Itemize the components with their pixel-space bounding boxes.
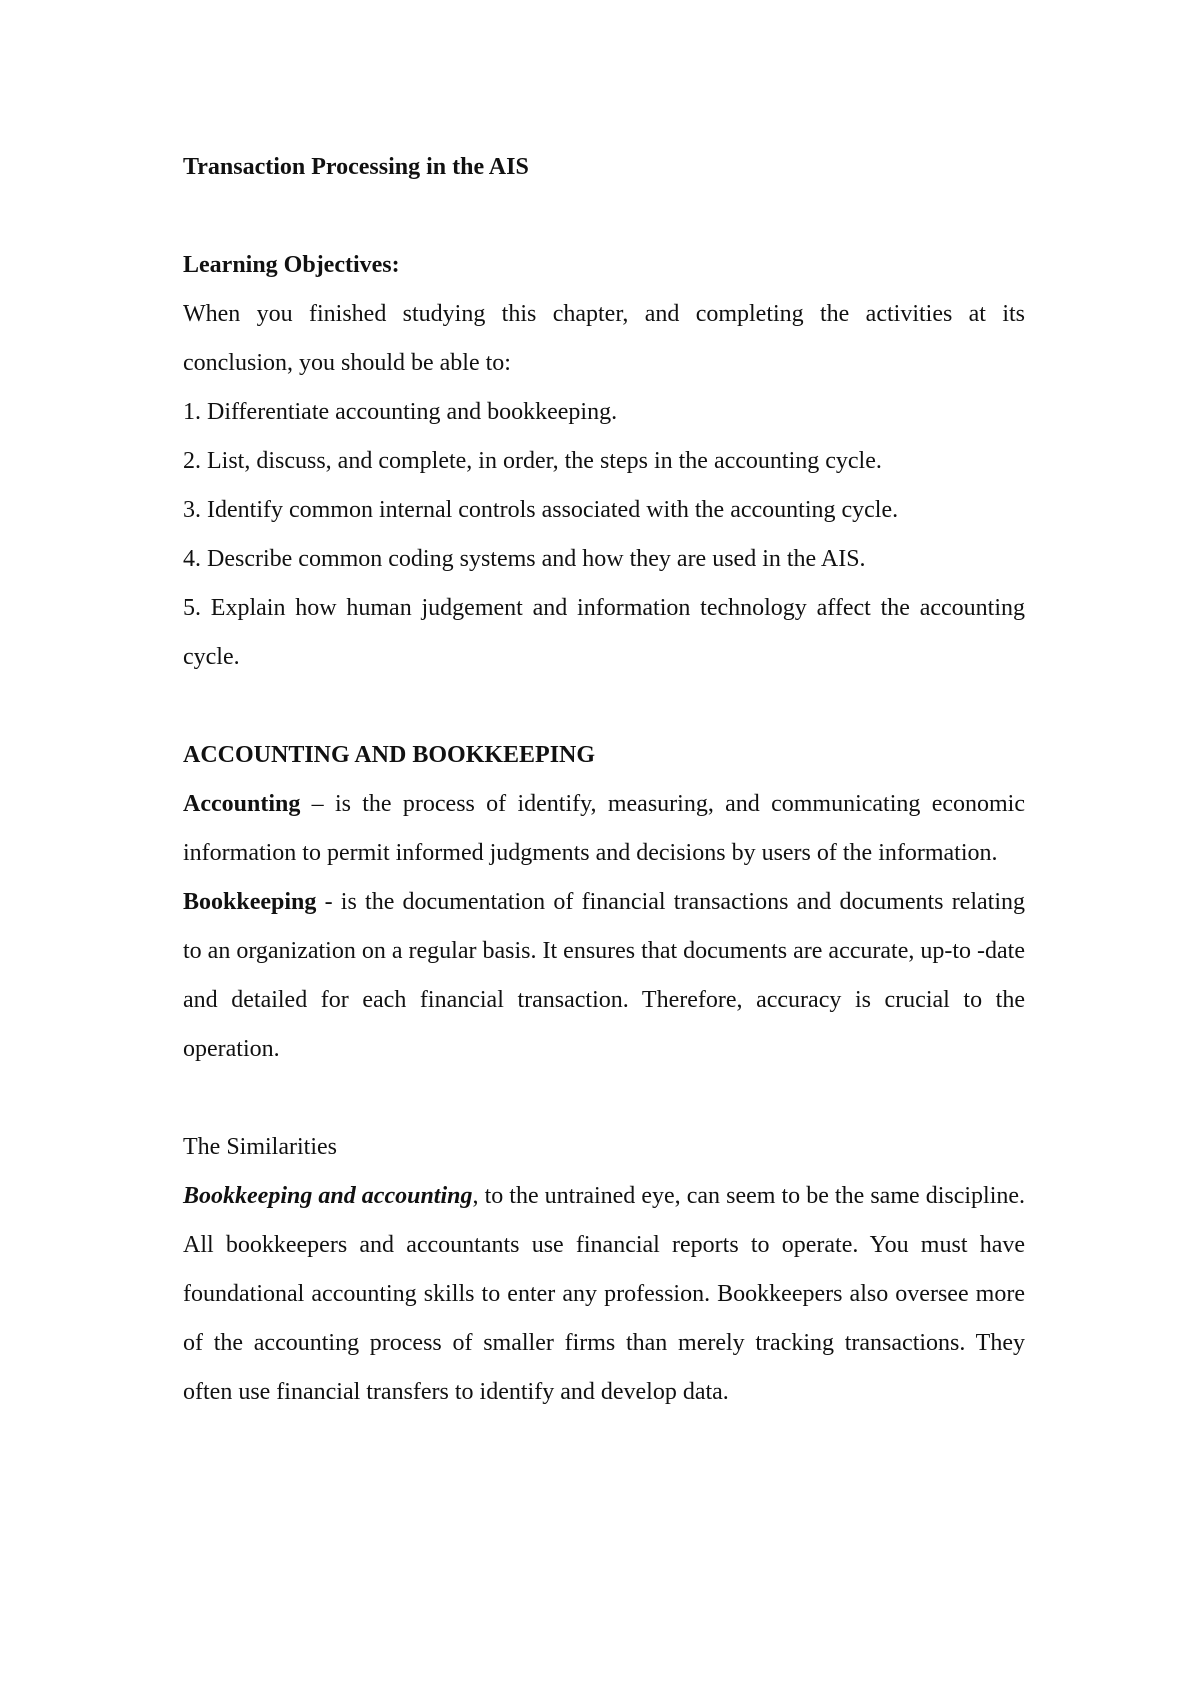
spacer (183, 192, 1025, 241)
similarities-heading: The Similarities (183, 1134, 337, 1160)
similarities-text: , to the untrained eye, can seem to be the same discipline. All bookkeepers and accountants use financial reports to operate. You must have foundational accounting skills to enter any profession. Bookkeepers also oversee more of the accounting process of smaller firms than merely tracking transactions. They often use financial transfers to identify and develop data. (183, 1183, 1026, 1405)
accounting-definition (183, 780, 1025, 878)
section-heading: ACCOUNTING AND BOOKKEEPING (183, 742, 596, 768)
accounting-text: – is the process of identify, measuring, and communicating economic information to permit informed judgments and decisions by users of the information. (183, 791, 1025, 866)
similarities-paragraph (183, 1172, 1025, 1417)
similarities-lead: Bookkeeping and accounting (183, 1183, 473, 1209)
objective-item: 2. List, discuss, and complete, in order, the steps in the accounting cycle. (183, 448, 882, 474)
document-title: Transaction Processing in the AIS (183, 154, 529, 180)
spacer (183, 1074, 1025, 1123)
bookkeeping-term: Bookkeeping (183, 889, 317, 915)
bookkeeping-definition (183, 878, 1025, 1074)
accounting-term: Accounting (183, 791, 301, 817)
objective-item: 5. Explain how human judgement and information technology affect the accounting cycle. (183, 595, 1025, 670)
bookkeeping-text: - is the documentation of financial transactions and documents relating to an organization on a regular basis. It ensures that documents are accurate, up-to -date and detailed for each financial transaction. Therefore, accuracy is crucial to the operation. (183, 889, 1025, 1062)
objective-item: 1. Differentiate accounting and bookkeeping. (183, 399, 618, 425)
objectives-intro: When you finished studying this chapter, and completing the activities at its conclusion, you should be able to: (183, 301, 1025, 376)
spacer (183, 682, 1025, 731)
objective-item: 4. Describe common coding systems and how they are used in the AIS. (183, 546, 866, 572)
objective-item: 3. Identify common internal controls associated with the accounting cycle. (183, 497, 899, 523)
objectives-heading: Learning Objectives: (183, 252, 400, 278)
document-page (183, 143, 1025, 1417)
